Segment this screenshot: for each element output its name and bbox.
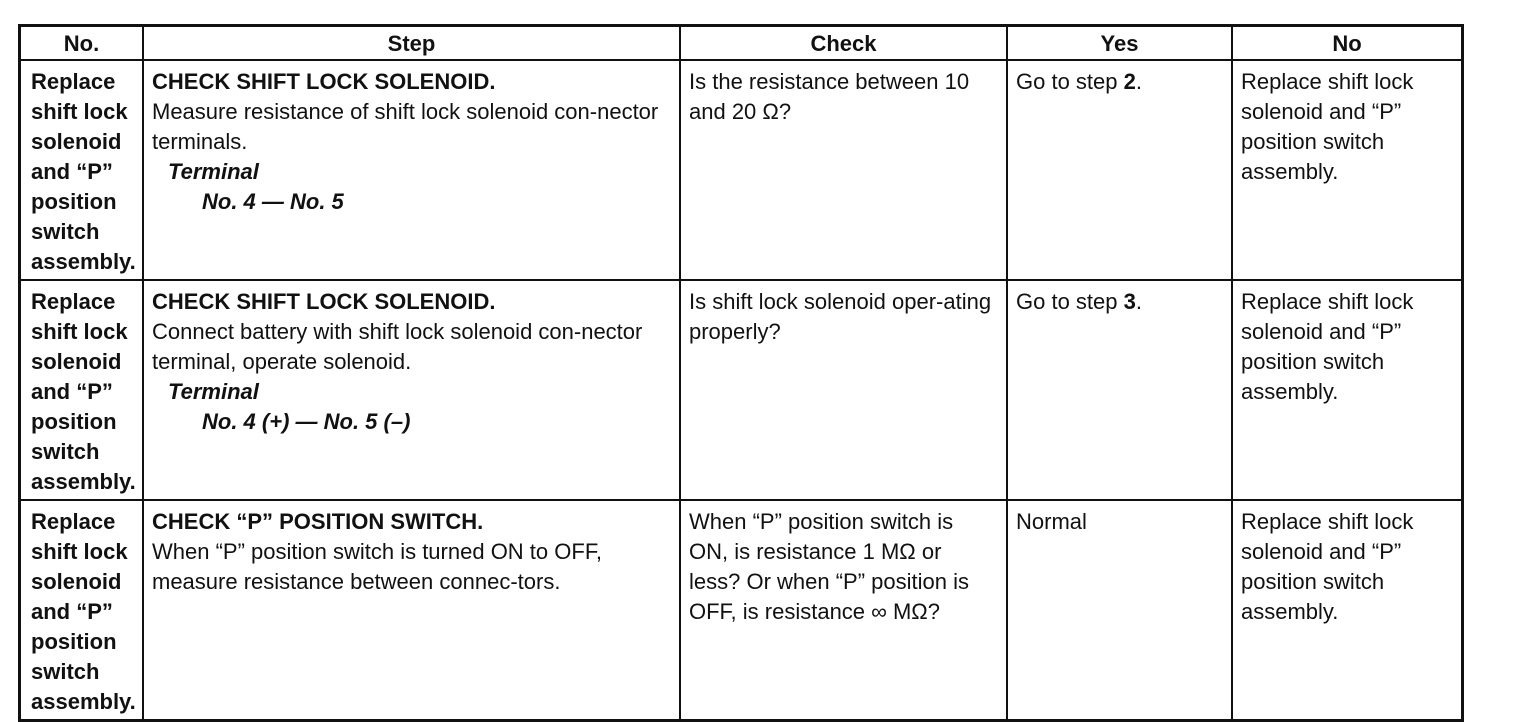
terminal-value: No. 4 (+) — No. 5 (–) xyxy=(202,409,411,434)
terminal-value: No. 4 — No. 5 xyxy=(202,189,344,214)
row-number: Replace shift lock solenoid and “P” position switch assembly. xyxy=(21,280,143,500)
yes-prefix: Go to step xyxy=(1016,289,1124,314)
step-cell xyxy=(143,500,680,719)
header-step: Step xyxy=(143,27,680,60)
table-row xyxy=(21,500,1461,719)
step-description: Connect battery with shift lock solenoid con-nector terminal, operate solenoid. xyxy=(152,319,643,374)
step-cell xyxy=(143,60,680,280)
step-title: CHECK SHIFT LOCK SOLENOID. xyxy=(152,289,496,314)
terminal-label: Terminal xyxy=(168,379,259,404)
yes-prefix: Go to step xyxy=(1016,69,1124,94)
step-cell xyxy=(143,280,680,500)
yes-suffix: . xyxy=(1135,289,1142,314)
yes-cell xyxy=(1007,60,1232,280)
step-description: Measure resistance of shift lock solenoid con-nector terminals. xyxy=(152,99,659,154)
row-number: Replace shift lock solenoid and “P” position switch assembly. xyxy=(21,60,143,280)
no-cell: Replace shift lock solenoid and “P” position switch assembly. xyxy=(1232,280,1461,500)
diagnostic-table-frame xyxy=(18,24,1464,722)
step-title: CHECK SHIFT LOCK SOLENOID. xyxy=(152,69,496,94)
check-cell: Is shift lock solenoid oper-ating properly? xyxy=(680,280,1007,500)
table-row xyxy=(21,60,1461,280)
table-header-row xyxy=(21,27,1461,60)
yes-cell: Normal xyxy=(1007,500,1232,719)
yes-step-number: 2 xyxy=(1123,69,1136,94)
yes-suffix: . xyxy=(1135,69,1142,94)
yes-cell xyxy=(1007,280,1232,500)
row-number: Replace shift lock solenoid and “P” position switch assembly. xyxy=(21,500,143,719)
header-no: No. xyxy=(21,27,143,60)
check-cell: Is the resistance between 10 and 20 Ω? xyxy=(680,60,1007,280)
diagnostic-table xyxy=(21,27,1461,719)
header-check: Check xyxy=(680,27,1007,60)
no-cell: Replace shift lock solenoid and “P” position switch assembly. xyxy=(1232,500,1461,719)
check-cell: When “P” position switch is ON, is resistance 1 MΩ or less? Or when “P” position is OFF, is resistance ∞ MΩ? xyxy=(680,500,1007,719)
header-yes: Yes xyxy=(1007,27,1232,60)
step-description: When “P” position switch is turned ON to OFF, measure resistance between connec-tors. xyxy=(152,539,602,594)
header-no-result: No xyxy=(1232,27,1461,60)
no-cell: Replace shift lock solenoid and “P” position switch assembly. xyxy=(1232,60,1461,280)
step-title: CHECK “P” POSITION SWITCH. xyxy=(152,509,484,534)
table-row xyxy=(21,280,1461,500)
terminal-label: Terminal xyxy=(168,159,259,184)
yes-step-number: 3 xyxy=(1123,289,1136,314)
